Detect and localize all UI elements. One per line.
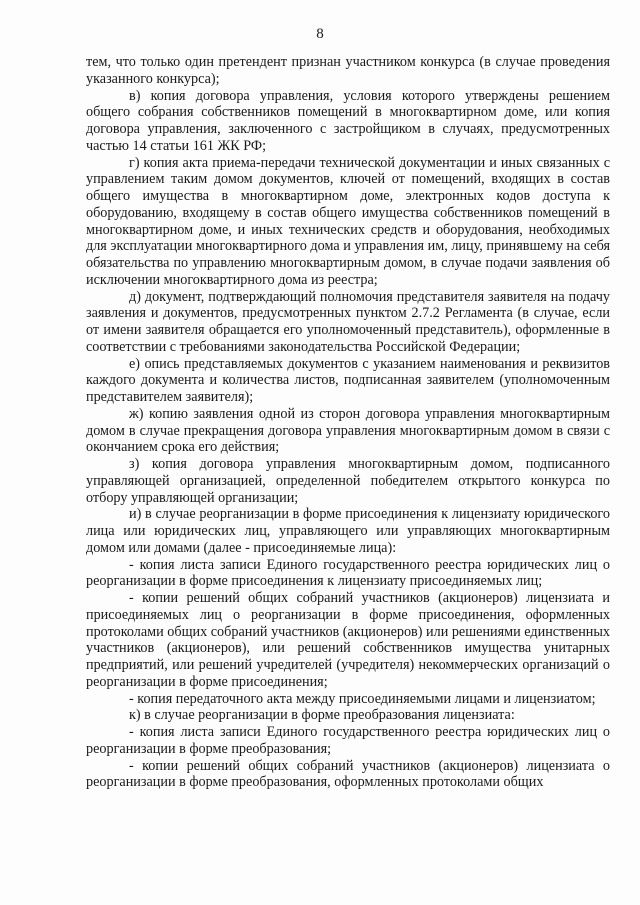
paragraph: в) копия договора управления, условия которого утверждены решением общего собрания собственников помещений в многоквартирном доме, или копия договора управления, заключенного с застройщиком в случаях, предусмотренных частью 14 статьи 161 ЖК РФ;: [86, 87, 610, 154]
list-item: - копии решений общих собраний участников (акционеров) лицензиата и присоединяемых лиц о реорганизации в форме присоединения, оформленных протоколами общих собраний участников (акционеров) или решениями единственных участников (акционеров), или решений собственников имущества унитарных предприятий, или решений учредителей (учредителя) некоммерческих организаций о реорганизации в форме присоединения;: [86, 590, 611, 690]
paragraph: д) документ, подтверждающий полномочия представителя заявителя на подачу заявления и документов, предусмотренных пунктом 2.7.2 Регламента (в случае, если от имени заявителя обращается его уполномоченный представитель), оформленные в соответствии с требованиями законодательства Российской Федерации;: [86, 288, 610, 355]
page-number: 8: [316, 26, 324, 42]
paragraph: е) опись представляемых документов с указанием наименования и реквизитов каждого документа и количества листов, подписанная заявителем (уполномоченным представителем заявителя);: [86, 355, 610, 405]
list-item: - копия передаточного акта между присоединяемыми лицами и лицензиатом;: [129, 690, 596, 707]
paragraph: тем, что только один претендент признан участником конкурса (в случае проведения указанного конкурса);: [86, 54, 610, 87]
document-body: [86, 54, 610, 791]
list-item: - копии решений общих собраний участников (акционеров) лицензиата о реорганизации в форме преобразования, оформленных протоколами общих: [86, 757, 610, 791]
paragraph: ж) копию заявления одной из сторон договора управления многоквартирным домом в случае прекращения договора управления многоквартирным домом в связи с окончанием срока его действия;: [86, 405, 610, 456]
list-item: - копия листа записи Единого государственного реестра юридических лиц о реорганизации в форме преобразования;: [86, 724, 610, 757]
list-item: - копия листа записи Единого государственного реестра юридических лиц о реорганизации в форме присоединения к лицензиату присоединяемых лиц;: [86, 556, 610, 590]
paragraph: и) в случае реорганизации в форме присоединения к лицензиату юридического лица или юридических лиц, управляющего или управляющих многоквартирным домом или домами (далее - присоединяемые лица):: [86, 506, 610, 556]
paragraph: з) копия договора управления многоквартирным домом, подписанного управляющей организацией, определенной победителем открытого конкурса по отбору управляющей организации;: [86, 456, 610, 506]
paragraph: г) копия акта приема-передачи технической документации и иных связанных с управлением таким домом документов, ключей от помещений, входящих в состав общего имущества в многоквартирном доме, электронных кодов доступа к оборудованию, входящему в состав общего имущества собственников помещений в многоквартирном доме, и иных технических средств и оборудования, необходимых для эксплуатации многоквартирного дома и управления им, лицу, принявшему на себя обязательства по управлению многоквартирным домом, в случае подачи заявления об исключении многоквартирного дома из реестра;: [86, 154, 610, 288]
paragraph: к) в случае реорганизации в форме преобразования лицензиата:: [129, 707, 515, 724]
